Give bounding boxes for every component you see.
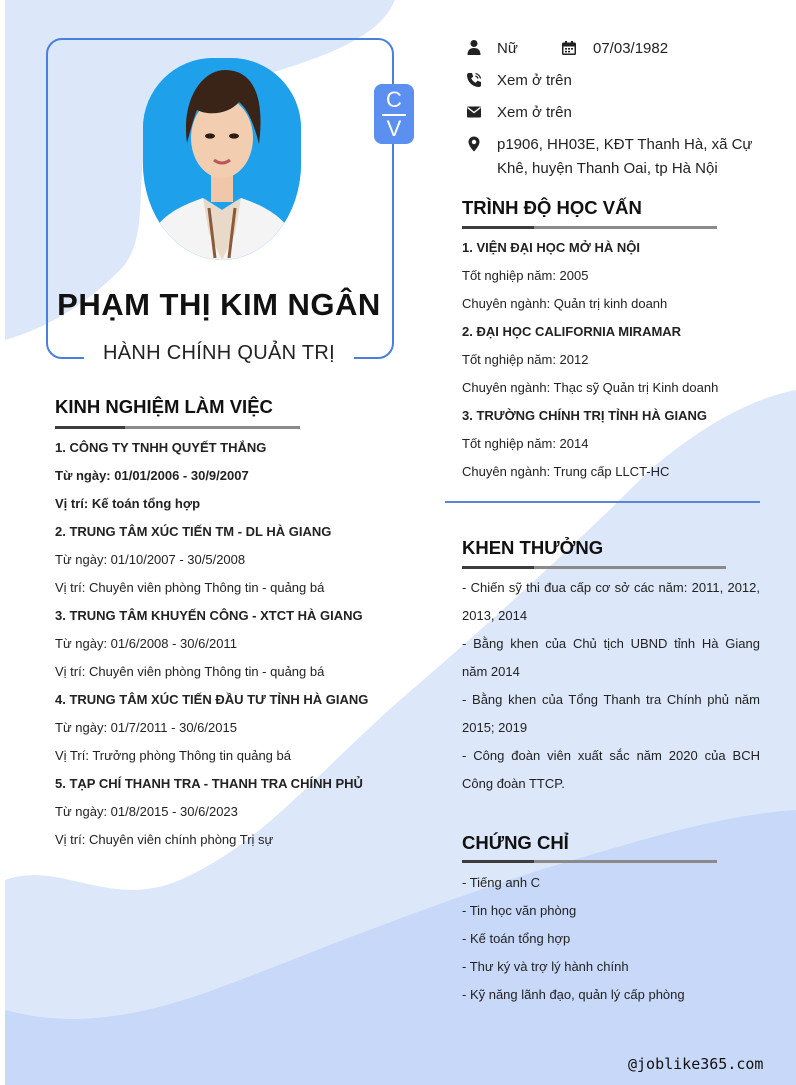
awards-heading: KHEN THƯỞNG — [462, 537, 604, 558]
list-item: 3. TRƯỜNG CHÍNH TRỊ TỈNH HÀ GIANG — [462, 408, 708, 423]
certificates-heading: CHỨNG CHỈ — [462, 832, 569, 853]
list-item: Vị trí: Kế toán tổng hợp — [55, 496, 201, 511]
cv-badge — [374, 84, 414, 144]
list-item: 4. TRUNG TÂM XÚC TIẾN ĐẦU TƯ TỈNH HÀ GIANG — [55, 692, 369, 707]
list-item: - Thư ký và trợ lý hành chính — [462, 959, 629, 974]
certificates-heading-underline — [462, 860, 717, 863]
list-item: Vị trí: Chuyên viên phòng Thông tin - quảng bá — [55, 664, 325, 679]
user-icon — [466, 39, 482, 60]
list-item: Chuyên ngành: Quản trị kinh doanh — [462, 296, 668, 311]
phone-value: Xem ở trên — [497, 72, 572, 89]
cv-badge-top: C — [386, 87, 402, 112]
address-line-1: p1906, HH03E, KĐT Thanh Hà, xã Cự — [497, 136, 753, 153]
job-title: HÀNH CHÍNH QUẢN TRỊ — [102, 342, 335, 364]
award-item: - Bằng khen của Tổng Thanh tra Chính phủ năm 2015; 2019 — [462, 692, 760, 735]
email-value: Xem ở trên — [497, 104, 572, 121]
phone-icon — [466, 72, 482, 93]
award-item: - Bằng khen của Chủ tịch UBND tỉnh Hà Giang năm 2014 — [462, 636, 760, 679]
calendar-icon — [561, 40, 577, 61]
list-item: Từ ngày: 01/8/2015 - 30/6/2023 — [55, 804, 238, 819]
list-item: Vị trí: Chuyên viên chính phòng Trị sự — [55, 832, 274, 847]
list-item: - Kỹ năng lãnh đạo, quản lý cấp phòng — [462, 987, 685, 1002]
cv-badge-bottom: V — [386, 116, 402, 141]
candidate-name: PHẠM THỊ KIM NGÂN — [57, 287, 381, 322]
list-item: Tốt nghiệp năm: 2012 — [462, 352, 589, 367]
list-item: Chuyên ngành: Trung cấp LLCT-HC — [462, 464, 670, 479]
list-item: Từ ngày: 01/10/2007 - 30/5/2008 — [55, 552, 246, 567]
list-item: Từ ngày: 01/7/2011 - 30/6/2015 — [55, 720, 237, 735]
list-item: 5. TẠP CHÍ THANH TRA - THANH TRA CHÍNH PHỦ — [55, 776, 363, 791]
experience-heading: KINH NGHIỆM LÀM VIỆC — [55, 396, 273, 417]
list-item: - Tiếng anh C — [462, 875, 541, 890]
award-item: - Công đoàn viên xuất sắc năm 2020 của BCH Công đoàn TTCP. — [462, 748, 760, 791]
list-item: Chuyên ngành: Thạc sỹ Quản trị Kinh doanh — [462, 380, 719, 395]
list-item: Từ ngày: 01/01/2006 - 30/9/2007 — [55, 468, 249, 483]
list-item: 1. VIỆN ĐẠI HỌC MỞ HÀ NỘI — [462, 240, 640, 255]
list-item: - Kế toán tổng hợp — [462, 931, 571, 946]
list-item: Tốt nghiệp năm: 2005 — [462, 268, 589, 283]
list-item: Từ ngày: 01/6/2008 - 30/6/2011 — [55, 636, 237, 651]
experience-heading-underline — [55, 426, 300, 429]
profile-photo — [143, 58, 301, 260]
birthday-value: 07/03/1982 — [593, 40, 669, 57]
list-item: 1. CÔNG TY TNHH QUYẾT THẮNG — [55, 440, 267, 455]
location-pin-icon — [466, 136, 482, 157]
gender-value: Nữ — [497, 40, 518, 57]
section-divider — [445, 501, 760, 503]
award-item: - Chiến sỹ thi đua cấp cơ sở các năm: 2011, 2012, 2013, 2014 — [462, 580, 760, 623]
list-item: Tốt nghiệp năm: 2014 — [462, 436, 589, 451]
list-item: 2. TRUNG TÂM XÚC TIẾN TM - DL HÀ GIANG — [55, 524, 332, 539]
education-heading: TRÌNH ĐỘ HỌC VẤN — [462, 197, 642, 218]
list-item: 2. ĐẠI HỌC CALIFORNIA MIRAMAR — [462, 324, 682, 339]
awards-heading-underline — [462, 566, 726, 569]
watermark: @joblike365.com — [628, 1055, 764, 1073]
list-item: Vị trí: Chuyên viên phòng Thông tin - quảng bá — [55, 580, 325, 595]
mail-icon — [466, 104, 482, 125]
list-item: - Tin học văn phòng — [462, 903, 577, 918]
list-item: Vị Trí: Trưởng phòng Thông tin quảng bá — [55, 748, 291, 763]
address-line-2: Khê, huyện Thanh Oai, tp Hà Nội — [497, 160, 718, 177]
list-item: 3. TRUNG TÂM KHUYẾN CÔNG - XTCT HÀ GIANG — [55, 608, 363, 623]
education-heading-underline — [462, 226, 717, 229]
